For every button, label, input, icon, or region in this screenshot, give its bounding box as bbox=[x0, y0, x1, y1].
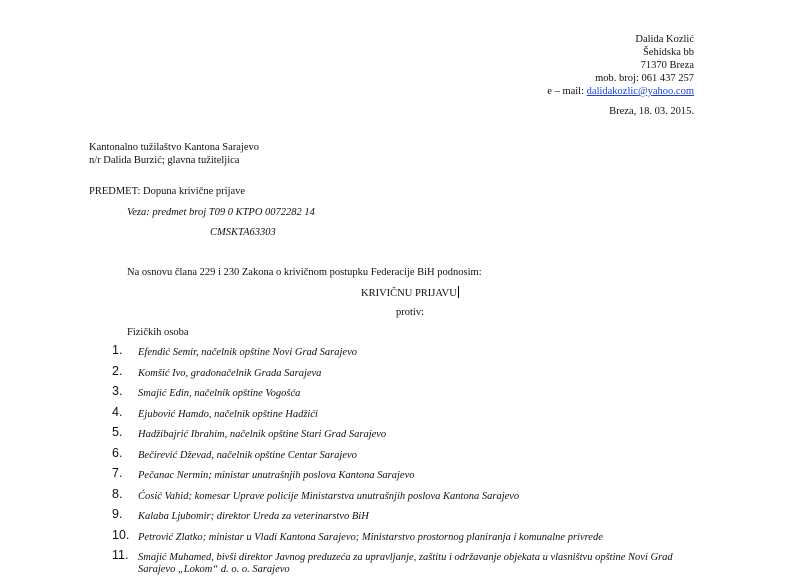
sender-phone: mob. broj: 061 437 257 bbox=[595, 73, 694, 84]
list-text: Ćosić Vahid; komesar Uprave policije Ministarstva unutrašnjih poslova Kantona Sarajevo bbox=[138, 491, 520, 502]
sender-block bbox=[547, 33, 694, 98]
against-label: protiv: bbox=[396, 307, 424, 318]
list-text: Efendić Semir, načelnik opštine Novi Grad Sarajevo bbox=[138, 347, 357, 358]
list-text: Pečanac Nermin; ministar unutrašnjih poslova Kantona Sarajevo bbox=[138, 470, 415, 481]
subject-line: PREDMET: Dopuna krivične prijave bbox=[89, 186, 246, 197]
list-number: 9. bbox=[112, 507, 123, 521]
list-number: 4. bbox=[112, 405, 123, 419]
text-cursor bbox=[458, 286, 460, 298]
list-text: Smajić Edin, načelnik opštine Vogošća bbox=[138, 388, 301, 399]
list-text: Smajić Muhamed, bivši direktor Javnog preduzeća za upravljanje, zaštitu i održavanje objekata u vlasništvu opštine Novi Grad bbox=[138, 552, 673, 563]
list-number: 6. bbox=[112, 446, 123, 460]
sender-email-line bbox=[547, 85, 694, 98]
list-number: 3. bbox=[112, 384, 123, 398]
heading-line bbox=[361, 286, 459, 300]
list-number: 10. bbox=[112, 528, 130, 542]
reference-line: Veza: predmet broj T09 0 KTPO 0072282 14 bbox=[127, 207, 315, 218]
list-number: 5. bbox=[112, 425, 123, 439]
section-label: Fizičkih osoba bbox=[127, 327, 189, 338]
sender-city: 71370 Breza bbox=[640, 60, 694, 71]
list-number: 11. bbox=[112, 548, 129, 562]
list-text: Kalaba Ljubomir; direktor Ureda za veterinarstvo BiH bbox=[138, 511, 369, 522]
recipient-line2: n/r Dalida Burzić; glavna tužiteljica bbox=[89, 155, 240, 166]
document-date: Breza, 18. 03. 2015. bbox=[609, 106, 694, 117]
list-text: Komšić Ivo, gradonačelnik Grada Sarajeva bbox=[138, 368, 322, 379]
recipient-line1: Kantonalno tužilaštvo Kantona Sarajevo bbox=[89, 142, 259, 153]
sender-name: Dalida Kozlić bbox=[635, 34, 694, 45]
list-number: 8. bbox=[112, 487, 123, 501]
reference-code: CMSKTA63303 bbox=[210, 227, 276, 238]
list-number: 7. bbox=[112, 466, 123, 480]
list-number: 2. bbox=[112, 364, 123, 378]
list-text: Hadžibajrić Ibrahim, načelnik opštine Stari Grad Sarajevo bbox=[138, 429, 387, 440]
list-text: Bečirević Dževad, načelnik opštine Centar Sarajevo bbox=[138, 450, 357, 461]
document-heading: KRIVIČNU PRIJAVU bbox=[361, 288, 457, 299]
list-text: Petrović Zlatko; ministar u Vladi Kantona Sarajevo; Ministarstvo prostornog planiranja i komunalne privrede bbox=[138, 532, 603, 543]
list-number: 1. bbox=[112, 343, 123, 357]
list-text: Ejubović Hamdo, načelnik opštine Hadžići bbox=[138, 409, 318, 420]
email-label: e – mail: bbox=[547, 86, 585, 97]
email-link[interactable]: dalidakozlic@yahoo.com bbox=[586, 86, 694, 97]
sender-street: Šehidska bb bbox=[642, 47, 694, 58]
list-text-continued: Sarajevo „Lokom“ d. o. o. Sarajevo bbox=[138, 564, 290, 575]
intro-paragraph: Na osnovu člana 229 i 230 Zakona o krivičnom postupku Federacije BiH podnosim: bbox=[127, 267, 482, 278]
